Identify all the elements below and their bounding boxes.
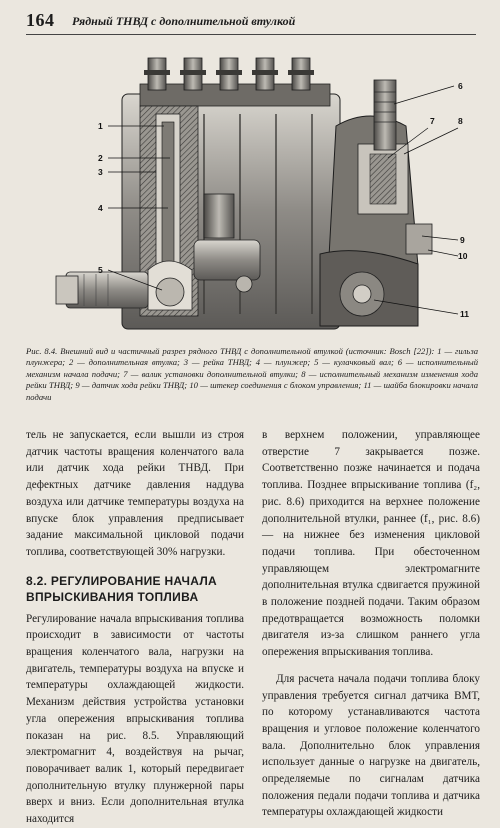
header-rule [26, 34, 476, 35]
callout-3: 3 [98, 167, 103, 177]
left-paragraph-2: Регулирование начала впрыскивания топлива происходит в зависимости от частоты вращения коленчатого вала, нагрузки на двигатель, температуры воздуха на впуске и температуры охлаждающей жидкости. Механизм действия устройства установки угла опережения впрыскивания топлива показан на рис. 8.5. Управляющий электромагнит 4, воздействуя на рычаг, поворачивает валик 1, который передвигает дополнительную втулку плунжерной пары вверх и вниз. Если дополнительная втулка находится [26, 612, 244, 826]
page-number: 164 [26, 10, 55, 30]
callout-11: 11 [460, 309, 469, 319]
left-paragraph-1: тель не запускается, если вышли из строя датчик частоты вращения коленчатого вала или датчик хода рейки ТНВД. При дефектных датчике давления наддува воздуха или датчике температуры воздуха на впуске блок управления предписывает задание максимальной цикловой подачи топлива, соответствующей 30% нагрузки. [26, 429, 244, 558]
right-paragraph-2: Для расчета начала подачи топлива блоку управления требуется сигнал датчика ВМТ, по которому устанавливаются частота вращения и угловое положение коленчатого вала. Дополнительно блок управления использует данные о нагрузке на двигатель, определяемые по сигналам датчика положения педали подачи топлива и датчика температуры охлаждающей жидкости [262, 672, 480, 819]
left-column [26, 427, 244, 828]
section-heading: 8.2. РЕГУЛИРОВАНИЕ НАЧАЛА ВПРЫСКИВАНИЯ ТОПЛИВА [26, 573, 218, 604]
callout-5: 5 [98, 265, 103, 275]
callout-2: 2 [98, 153, 103, 163]
pump-figure [44, 44, 484, 342]
running-title: Рядный ТНВД с дополнительной втулкой [72, 14, 296, 28]
callout-7: 7 [430, 116, 435, 126]
page-header [26, 10, 476, 34]
pump-cutaway-illustration [44, 44, 484, 342]
callout-4: 4 [98, 203, 103, 213]
callout-1: 1 [98, 121, 103, 131]
right-paragraph-1: в верхнем положении, управляющее отверстие 7 закрывается позже. Соответственно позже начинается и подача топлива. Позднее впрыскивание топлива (f₂, рис. 8.6) приходится на верхнее положение дополнительной втулки, раннее (f₁, рис. 8.6) — на нижнее без изменения цикловой подачи топлива. При обесточенном управляющем электромагните дополнительная втулка сдвигается пружиной в положение поздней подачи. Таким образом предотвращается возможность поломки двигателя из-за слишком раннего угла опережения впрыскивания топлива. [262, 429, 480, 659]
figure-caption: Рис. 8.4. Внешний вид и частичный разрез рядного ТНВД с дополнительной втулкой (источник: Bosch [22]): 1 — гильза плунжера; 2 — дополнительная втулка; 3 — рейка ТНВД; 4 — плунжер; 5 — кулачковый вал; 6 — исполнительный механизм начала подачи; 7 — валик установки дополнительной втулки; 8 — исполнительный механизм изменения хода рейки ТНВД; 9 — датчик хода рейки ТНВД; 10 — штекер соединения с блоком управления; 11 — шайба блокировки начала подачи [26, 346, 478, 402]
callout-10: 10 [458, 251, 468, 261]
callout-8: 8 [458, 116, 463, 126]
right-column [262, 427, 480, 821]
callout-6: 6 [458, 81, 463, 91]
callout-9: 9 [460, 235, 465, 245]
